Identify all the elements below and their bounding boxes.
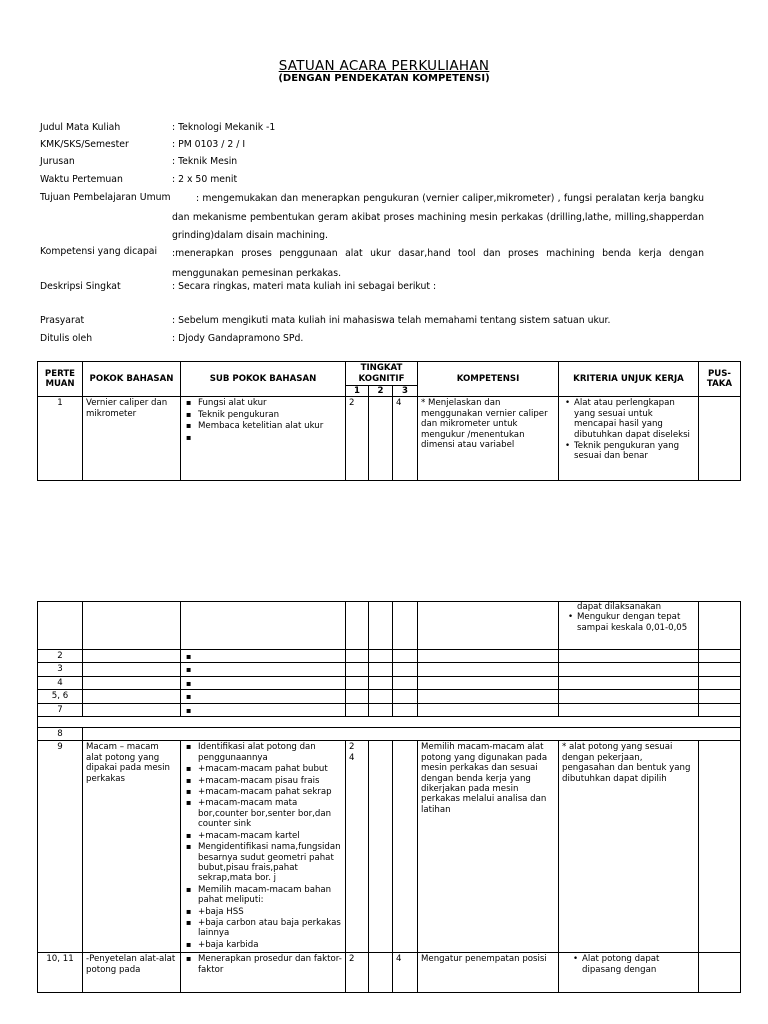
list-item: ▪ +macam-macam pahat bubut xyxy=(198,764,342,774)
info-label: Deskripsi Singkat xyxy=(40,281,121,292)
document-subtitle: (DENGAN PENDEKATAN KOMPETENSI) xyxy=(278,73,490,84)
table-row xyxy=(38,703,741,716)
row-kompetensi: * Menjelaskan dan menggunakan vernier caliper dan mikrometer untuk mengukur /menentukan dimensi atau variabel xyxy=(418,397,559,481)
row-pokok: Vernier caliper dan mikrometer xyxy=(83,397,181,481)
table-row xyxy=(38,728,741,741)
header-level-3: 3 xyxy=(393,386,418,397)
row-pustaka xyxy=(699,397,741,481)
table-row xyxy=(38,690,741,703)
row-number: 8 xyxy=(38,728,83,741)
row-sub-pokok xyxy=(181,953,346,993)
info-label: Tujuan Pembelajaran Umum xyxy=(40,192,171,203)
course-info xyxy=(40,120,705,350)
info-value: : Sebelum mengikuti mata kuliah ini mahasiswa telah memahami tentang sistem satuan ukur. xyxy=(172,315,611,326)
row-pokok: -Penyetelan alat-alat potong pada xyxy=(83,953,181,993)
info-label: KMK/SKS/Semester xyxy=(40,139,129,150)
list-item: • Alat atau perlengkapan yang sesuai untuk mencapai hasil yang dibutuhkan dapat diseleksi xyxy=(574,398,695,440)
info-value: : mengemukakan dan menerapkan pengukuran (vernier caliper,mikrometer) , fungsi peralatan kerja bangku dan mekanisme pembentukan geram akibat proses machining mesin perkakas (drilling,lathe, milling,shapperdan grinding)dalam disain machining. xyxy=(172,193,704,241)
row-kriteria xyxy=(559,397,699,481)
header-level-2: 2 xyxy=(369,386,393,397)
header-kriteria: KRITERIA UNJUK KERJA xyxy=(559,362,699,397)
info-label: Waktu Pertemuan xyxy=(40,174,123,185)
info-value: : Teknik Mesin xyxy=(172,156,238,167)
info-value: : Teknologi Mekanik -1 xyxy=(172,122,276,133)
row-number: 7 xyxy=(38,703,83,716)
list-item: • Teknik pengukuran yang sesuai dan benar xyxy=(574,441,695,462)
table-row xyxy=(38,650,741,663)
info-label: Ditulis oleh xyxy=(40,333,93,344)
list-item: ▪ +baja carbon atau baja perkakas lainnya xyxy=(198,918,342,939)
header-kompetensi: KOMPETENSI xyxy=(418,362,559,397)
row-kompetensi: Memilih macam-macam alat potong yang digunakan pada mesin perkakas dan sesuai dengan benda kerja yang dikerjakan pada mesin perkakas melalui analisa dan latihan xyxy=(418,741,559,953)
table-row xyxy=(38,676,741,689)
list-item: ▪ Identifikasi alat potong dan penggunaannya xyxy=(198,742,342,763)
row-level-3: 4 xyxy=(393,397,418,481)
info-value: : Djody Gandapramono SPd. xyxy=(172,333,304,344)
level-value: 4 xyxy=(349,752,355,763)
row-kriteria xyxy=(559,953,699,993)
row-level-1 xyxy=(346,741,369,953)
row-sub-pokok xyxy=(181,741,346,953)
info-label: Judul Mata Kuliah xyxy=(40,122,121,133)
list-item: ▪ +macam-macam pahat sekrap xyxy=(198,787,342,797)
list-item: ▪ +macam-macam kartel xyxy=(198,831,342,841)
info-label: Kompetensi yang dicapai xyxy=(40,246,158,257)
table-row xyxy=(38,953,741,993)
list-item: ▪ Mengidentifikasi nama,fungsidan besarnya sudut geometri pahat bubut,pisau frais,pahat sekrap,mata bor. j xyxy=(198,842,342,884)
table-row xyxy=(38,741,741,953)
list-item: ▪ Membaca ketelitian alat ukur xyxy=(198,421,342,431)
row-number: 1 xyxy=(38,397,83,481)
header-pokok-bahasan: POKOK BAHASAN xyxy=(83,362,181,397)
sap-table-1 xyxy=(37,361,741,481)
info-value: : 2 x 50 menit xyxy=(172,174,238,185)
level-value: 2 xyxy=(349,742,355,753)
info-value: :menerapkan proses penggunaan alat ukur dasar,hand tool dan proses machining benda kerja dengan menggunakan pemesinan perkakas. xyxy=(172,248,704,279)
list-item: • Alat potong dapat dipasang dengan xyxy=(582,954,695,975)
row-number: 2 xyxy=(38,650,83,663)
row-number: 3 xyxy=(38,663,83,676)
header-pertemuan: PERTE MUAN xyxy=(38,362,83,397)
row-level-1: 2 xyxy=(346,397,369,481)
row-kriteria: * alat potong yang sesuai dengan pekerjaan, pengasahan dan bentuk yang dibutuhkan dapat dipilih xyxy=(559,741,699,953)
list-item: ▪ Teknik pengukuran xyxy=(198,410,342,420)
row-kompetensi: Mengatur penempatan posisi xyxy=(418,953,559,993)
row-level-3: 4 xyxy=(393,953,418,993)
info-label: Jurusan xyxy=(40,156,75,167)
header-pustaka: PUS- TAKA xyxy=(699,362,741,397)
row-sub-pokok xyxy=(181,397,346,481)
list-item: ▪ +baja karbida xyxy=(198,940,342,950)
row-number: 10, 11 xyxy=(38,953,83,993)
list-item: ▪ +macam-macam mata bor,counter bor,senter bor,dan counter sink xyxy=(198,798,342,829)
info-value: : PM 0103 / 2 / I xyxy=(172,139,246,150)
table-row xyxy=(38,717,741,728)
header-tingkat-kognitif: TINGKAT KOGNITIF xyxy=(346,362,418,386)
list-item: ▪ Fungsi alat ukur xyxy=(198,398,342,408)
row-level-1: 2 xyxy=(346,953,369,993)
list-item: ▪ Memilih macam-macam bahan pahat meliputi: xyxy=(198,885,342,906)
list-item: ▪ +macam-macam pisau frais xyxy=(198,776,342,786)
row-kriteria xyxy=(559,602,699,650)
table-row xyxy=(38,397,741,481)
info-label: Prasyarat xyxy=(40,315,85,326)
list-item: ▪ Menerapkan prosedur dan faktor-faktor xyxy=(198,954,342,975)
document-title: SATUAN ACARA PERKULIAHAN xyxy=(278,58,490,74)
row-number: 4 xyxy=(38,676,83,689)
list-item xyxy=(198,433,342,443)
kriteria-continued: dapat dilaksanakan xyxy=(577,602,662,612)
table-row xyxy=(38,602,741,650)
table-row xyxy=(38,663,741,676)
row-pokok: Macam – macam alat potong yang dipakai pada mesin perkakas xyxy=(83,741,181,953)
header-level-1: 1 xyxy=(346,386,369,397)
row-number: 5, 6 xyxy=(38,690,83,703)
info-value: : Secara ringkas, materi mata kuliah ini sebagai berikut : xyxy=(172,281,437,292)
header-sub-pokok: SUB POKOK BAHASAN xyxy=(181,362,346,397)
sap-table-2 xyxy=(37,601,741,993)
row-number: 9 xyxy=(38,741,83,953)
row-level-2 xyxy=(369,397,393,481)
list-item: ▪ +baja HSS xyxy=(198,907,342,917)
list-item: • Mengukur dengan tepat sampai keskala 0,01-0,05 xyxy=(577,612,695,633)
